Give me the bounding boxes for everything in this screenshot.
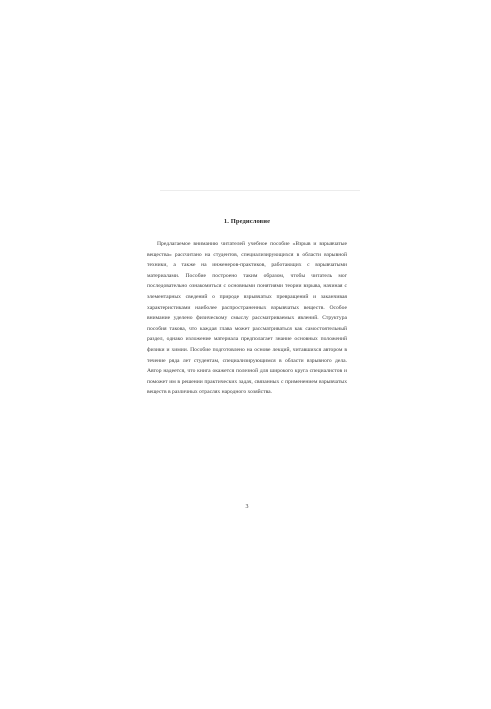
document-page: [147, 200, 347, 510]
page-top-divider: [160, 190, 360, 191]
body-paragraph: Предлагаемое вниманию читателей учебное пособие «Взрыв и взрывчатые вещества» рассчитано на студентов, специализирующихся в области взрывной техники, а также на инженеров-практиков, работающих с взрывчатыми материалами. Пособие построено таким образом, чтобы читатель мог последовательно ознакомиться с основными понятиями теории взрыва, начиная с элементарных сведений о природе взрывчатых превращений и заканчивая характеристиками наиболее распространенных взрывчатых веществ. Особое внимание уделено физическому смыслу рассматриваемых явлений. Структура пособия такова, что каждая глава может рассматриваться как самостоятельный раздел, однако изложение материала предполагает знание основных положений физики и химии. Пособие подготовлено на основе лекций, читавшихся автором в течение ряда лет студентам, специализирующимся в области взрывного дела. Автор надеется, что книга окажется полезной для широкого круга специалистов и поможет им в решении практических задач, связанных с применением взрывчатых веществ в различных отраслях народного хозяйства.: [147, 241, 347, 396]
section-heading: 1. Предисловие: [223, 218, 271, 225]
page-number: 3: [245, 504, 249, 510]
